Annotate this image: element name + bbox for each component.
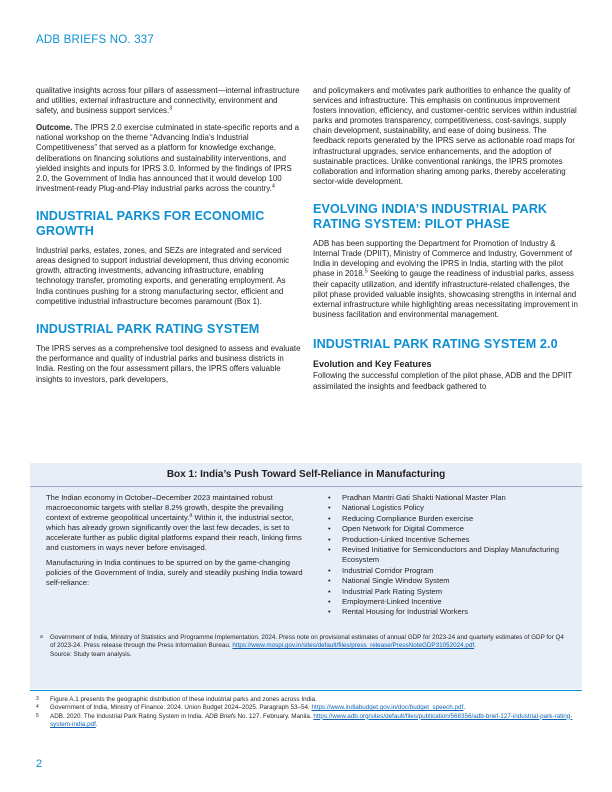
- heading-pilot-phase: EVOLVING INDIA’S INDUSTRIAL PARK RATING SYSTEM: PILOT PHASE: [313, 201, 548, 231]
- box-paragraph-manufacturing: Manufacturing in India continues to be spurred on by the game-changing policies of the Government of India, surely and steadily pushing India toward self-reliance:: [46, 558, 303, 588]
- paragraph-policymakers: and policymakers and motivates park authorities to enhance the quality of services and infrastructure. This emphasis on continuous improvement fosters innovation, efficiency, and customer-centric services within industrial parks and promotes transparency, competitiveness, cost-savings, supply chain development, sustainability, and ease of doing business. The feedback reports generated by the IPRS serve as actionable road maps for infrastructural upgrades, service enhancements, and the adoption of sustainable practices. Unlike conventional rankings, the IPRS promotes collaboration and information sharing among parks, thereby accelerating sector-wide development.: [313, 86, 577, 186]
- footnote-ref-5[interactable]: 5: [364, 268, 368, 275]
- list-item: • Revised Initiative for Semiconductors and Display Manufacturing Ecosystem: [328, 545, 572, 566]
- paragraph-pilot: ADB has been supporting the Department for Promotion of Industry & Internal Trade (DPIIT), Ministry of Commerce and Industry, Government of India in developing and evolving the IPRS in India, starting with the pilot phase in 2018.$^5$ Seeking to gauge the readiness of industrial parks, assess their capacity utilization, and identify infrastructure-related challenges, the pilot phase provided valuable insights, showcasing strengths in internal and external infrastructure while highlighting areas necessitating improvement in business facilitation and environmental management.: [313, 239, 578, 319]
- list-item: • Industrial Corridor Program: [328, 566, 572, 576]
- list-item: • Reducing Compliance Burden exercise: [328, 514, 572, 524]
- paragraph-pillars: qualitative insights across four pillars of assessment—internal infrastructure and utilities, external infrastructure and connectivity, environment and safety, and business support services.$^3$: [36, 86, 300, 116]
- box-paragraph-economy: The Indian economy in October–December 2023 maintained robust macroeconomic targets with stellar 8.2% growth, despite the prevailing context of extreme geopolitical uncertainty.$^a$ Within it, the industrial sector, which has already grown significantly over the last few decades, is set to accelerate further as public digital platforms expand their reach, linking firms and customers in ways never before envisaged.: [46, 493, 302, 552]
- list-item: • Industrial Park Rating System: [328, 587, 572, 597]
- footnote-ref-4[interactable]: 4: [271, 183, 275, 190]
- box-divider: [30, 486, 582, 487]
- heading-industrial-parks: INDUSTRIAL PARKS FOR ECONOMIC GROWTH: [36, 208, 265, 238]
- list-item: • National Single Window System: [328, 576, 572, 586]
- footnote-divider: [30, 690, 582, 691]
- paragraph-industrial-parks: Industrial parks, estates, zones, and SEZs are integrated and serviced areas designed to support industrial development, thus driving economic growth, attracting investments, advancing infrastructure, enabling technology transfer, promoting exports, and generating employment. As India continues pushing for a strong manufacturing sector, efficient and competitive industrial infrastructure becomes paramount (Box 1).: [36, 246, 290, 306]
- list-item: • Rental Housing for Industrial Workers: [328, 607, 572, 617]
- paragraph-outcome: Outcome. The IPRS 2.0 exercise culminated in state-specific reports and a national workshop on the theme “Advancing India’s Industrial Competitiveness” that served as a platform for knowledge exchange, deliberations on financing solutions and sustainability interventions, and yielded insights and inputs for IPRS 3.0. Informed by the findings of IPRS 2.0, the Government of India has announced that it would develop 100 investment-ready Plug-and-Play industrial parks across the country.$^4$: [36, 123, 299, 193]
- footnote-4-link[interactable]: https://www.indiabudget.gov.in/doc/budget_speech.pdf: [311, 704, 464, 712]
- list-item: • Production-Linked Incentive Schemes: [328, 535, 572, 545]
- footnote-3: 3 Figure A.1 presents the geographic distribution of these industrial parks and zones across India.: [36, 696, 317, 703]
- box-right-column: [328, 493, 572, 618]
- page-number: 2: [36, 758, 43, 770]
- box-left-column: [46, 493, 309, 594]
- right-column: [313, 86, 579, 399]
- paragraph-evolution: Following the successful completion of the pilot phase, ADB and the DPIIT assimilated the insights and feedback gathered to: [313, 371, 573, 391]
- footnote-ref-3[interactable]: 3: [169, 105, 173, 112]
- series-header: ADB BRIEFS NO. 337: [36, 34, 154, 46]
- box-1: [30, 463, 582, 689]
- box-title: Box 1: India’s Push Toward Self-Reliance in Manufacturing: [166, 469, 446, 480]
- paragraph-iprs: The IPRS serves as a comprehensive tool designed to assess and evaluate the performance and quality of industrial parks and business districts in India. Resting on the four assessment pillars, the IPRS offers valuable insights to investors, park developers,: [36, 344, 301, 384]
- list-item: • Pradhan Mantri Gati Shakti National Master Plan: [328, 493, 572, 503]
- box-notes: [40, 634, 570, 659]
- footnote-5-link[interactable]: https://www.adb.org/sites/default/files/publication/568356/adb-brief-127-industrial-park-rating-system-india.pdf: [50, 712, 573, 728]
- list-item: • Employment-Linked Incentive: [328, 597, 572, 607]
- box-footnote-a: a Government of India, Ministry of Statistics and Programme Implementation. 2024. Press note on provisional estimates of annual GDP for 2023-24 and quarterly estimates of GDP for Q4 of 2023-24. Press release through the Press Information Bureau. https://www.mospi.gov.in/sites/default/files/press_release/PressNoteGDP31052024.pdf.: [40, 634, 564, 650]
- footnotes: [36, 696, 582, 729]
- subheading-evolution: Evolution and Key Features: [313, 359, 432, 370]
- box-note-ref[interactable]: a: [189, 512, 193, 519]
- heading-iprs: INDUSTRIAL PARK RATING SYSTEM: [36, 321, 260, 336]
- heading-iprs-2: INDUSTRIAL PARK RATING SYSTEM 2.0: [313, 336, 558, 351]
- policy-list: [328, 493, 572, 618]
- list-item: • National Logistics Policy: [328, 503, 572, 513]
- footnote-5: 5 ADB. 2020. The Industrial Park Rating System in India. ADB Briefs No. 127. February. Manila. https://www.adb.org/sites/default/files/publication/568356/adb-brief-127-industrial-park-rating-system-india.pdf.: [36, 712, 573, 728]
- outcome-lead: Outcome.: [36, 123, 73, 133]
- left-column: [36, 86, 302, 392]
- box-source: Source: Study team analysis.: [50, 650, 132, 658]
- footnote-4: 4 Government of India, Ministry of Finance. 2024. Union Budget 2024–2025. Paragraph 53–54. https://www.indiabudget.gov.in/doc/budget_speech.pdf.: [36, 704, 466, 712]
- box-footnote-link[interactable]: https://www.mospi.gov.in/sites/default/files/press_release/PressNoteGDP31052024.pdf: [232, 642, 475, 650]
- list-item: • Open Network for Digital Commerce: [328, 524, 572, 534]
